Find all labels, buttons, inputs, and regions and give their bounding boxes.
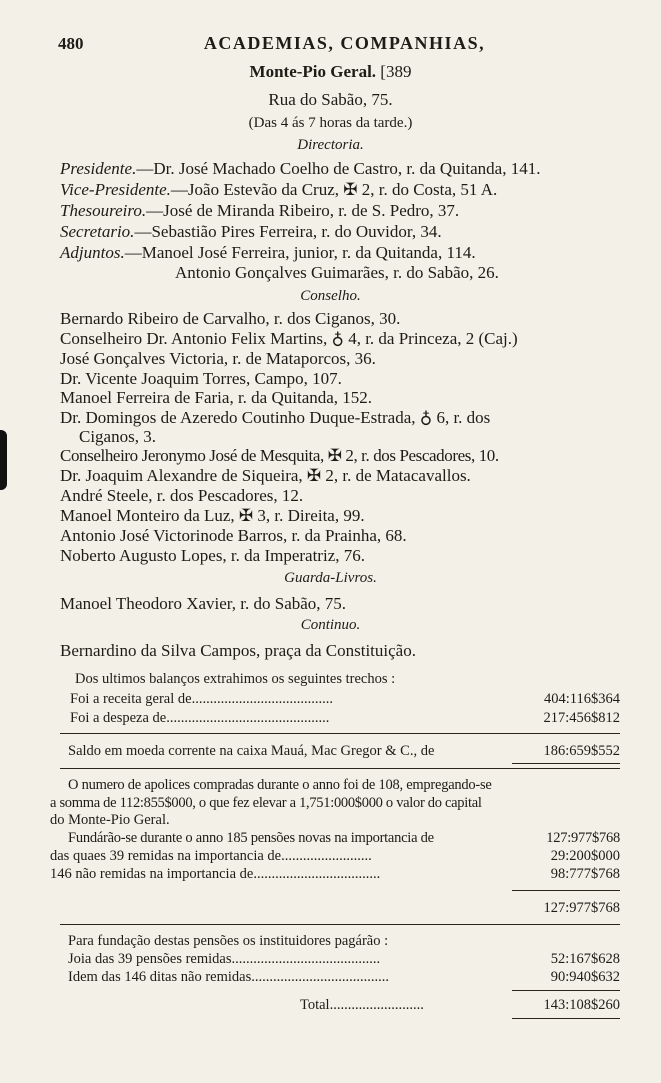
total-pensoes-value: 127:977$768 — [543, 900, 620, 916]
section-title-text: Monte-Pio Geral. — [249, 62, 377, 81]
nao-remidas-label: 146 não remidas na importancia de................................... — [50, 866, 381, 882]
conselho-entry: Manoel Monteiro da Luz, ✠ 3, r. Direita, 99. — [60, 506, 365, 525]
divider — [60, 768, 620, 769]
running-title: ACADEMIAS, COMPANHIAS, — [203, 33, 486, 53]
underline — [512, 1018, 620, 1019]
heading-continuo: Continuo. — [300, 617, 361, 633]
fundacao-label: Fundárão-se durante o anno 185 pensões novas na importancia de — [68, 830, 434, 846]
idem-row — [68, 969, 620, 987]
heading-guarda-livros: Guarda-Livros. — [284, 570, 377, 586]
section-title — [0, 62, 661, 82]
office-hours: (Das 4 ás 7 horas da tarde.) — [248, 115, 413, 131]
underline — [512, 990, 620, 991]
remidas-value: 29:200$000 — [550, 848, 620, 864]
grand-total-row — [300, 997, 620, 1015]
conselho-entry: André Steele, r. dos Pescadores, 12. — [60, 486, 304, 505]
divider — [60, 924, 620, 925]
apolices-paragraph-line: a somma de 112:855$000, o que fez elevar a 1,751:000$000 o valor do capital — [50, 795, 482, 811]
heading-directoria: Directoria. — [297, 137, 364, 153]
apolices-paragraph-line: do Monte-Pio Geral. — [50, 812, 170, 828]
remidas-row — [50, 848, 620, 866]
bracket-ref: [389 — [380, 62, 412, 81]
finance-intro: Dos ultimos balanços extrahimos os seguintes trechos : — [75, 671, 396, 687]
idem-label: Idem das 146 ditas não remidas...................................... — [68, 969, 389, 985]
directoria-entry: Adjuntos.—Manoel José Ferreira, junior, r. da Quitanda, 114. — [60, 243, 476, 262]
conselho-entry: Antonio José Victorinode Barros, r. da Prainha, 68. — [60, 526, 407, 545]
apolices-paragraph-line: O numero de apolices compradas durante o anno foi de 108, empregando-se — [68, 777, 492, 793]
conselho-entry: Noberto Augusto Lopes, r. da Imperatriz, 76. — [60, 546, 365, 565]
conselho-entry: Dr. Joaquim Alexandre de Siqueira, ✠ 2, r. de Matacavallos. — [60, 466, 471, 485]
conselho-entry: Conselheiro Jeronymo José de Mesquita, ✠ 2, r. dos Pescadores, 10. — [60, 446, 499, 465]
conselho-entry-continued: Ciganos, 3. — [79, 427, 156, 446]
saldo-row — [68, 743, 620, 761]
despeza-row — [70, 710, 620, 728]
nao-remidas-row — [50, 866, 620, 884]
fundacao-value: 127:977$768 — [546, 830, 620, 846]
divider — [60, 733, 620, 734]
joia-label: Joia das 39 pensões remidas......................................... — [68, 951, 381, 967]
conselho-entry: Dr. Vicente Joaquim Torres, Campo, 107. — [60, 369, 342, 388]
directoria-entry: Presidente.—Dr. José Machado Coelho de Castro, r. da Quitanda, 141. — [60, 159, 541, 178]
total-pensoes-row — [50, 900, 620, 918]
grand-total-value: 143:108$260 — [543, 997, 620, 1013]
grand-total-label: Total.......................... — [300, 997, 424, 1013]
receita-label: Foi a receita geral de....................................... — [70, 691, 333, 707]
saldo-value: 186:659$552 — [543, 743, 620, 759]
receita-value: 404:116$364 — [544, 691, 620, 707]
joia-value: 52:167$628 — [550, 951, 620, 967]
page-number: 480 — [58, 34, 84, 53]
running-header — [58, 30, 631, 56]
conselho-entry: Bernardo Ribeiro de Carvalho, r. dos Ciganos, 30. — [60, 309, 401, 328]
underline — [512, 763, 620, 764]
saldo-label: Saldo em moeda corrente na caixa Mauá, Mac Gregor & C., de — [68, 743, 435, 759]
directoria-entry: Secretario.—Sebastião Pires Ferreira, r. do Ouvidor, 34. — [60, 222, 442, 241]
conselho-entry: Conselheiro Dr. Antonio Felix Martins, ♁ 4, r. da Princeza, 2 (Caj.) — [60, 329, 518, 348]
fundacao-row — [68, 830, 620, 848]
conselho-entry: Dr. Domingos de Azeredo Coutinho Duque-Estrada, ♁ 6, r. dos — [60, 408, 491, 427]
heading-conselho: Conselho. — [300, 288, 361, 304]
idem-value: 90:940$632 — [550, 969, 620, 985]
nao-remidas-value: 98:777$768 — [550, 866, 620, 882]
binding-mark — [0, 430, 7, 490]
joia-row — [68, 951, 620, 969]
fundacao-paragraph: Para fundação destas pensões os instituidores pagárão : — [68, 933, 389, 949]
despeza-label: Foi a despeza de............................................. — [70, 710, 330, 726]
directoria-entry: Thesoureiro.—José de Miranda Ribeiro, r. de S. Pedro, 37. — [60, 201, 460, 220]
directoria-entry-continued: Antonio Gonçalves Guimarães, r. do Sabão, 26. — [175, 263, 499, 282]
continuo-entry: Bernardino da Silva Campos, praça da Constituição. — [60, 641, 416, 660]
despeza-value: 217:456$812 — [543, 710, 620, 726]
remidas-label: das quaes 39 remidas na importancia de......................... — [50, 848, 372, 864]
guarda-livros-entry: Manoel Theodoro Xavier, r. do Sabão, 75. — [60, 594, 347, 613]
conselho-entry: José Gonçalves Victoria, r. de Mataporcos, 36. — [60, 349, 376, 368]
address: Rua do Sabão, 75. — [268, 90, 393, 109]
underline — [512, 890, 620, 891]
receita-row — [70, 691, 620, 709]
directoria-entry: Vice-Presidente.—João Estevão da Cruz, ✠ 2, r. do Costa, 51 A. — [60, 180, 498, 199]
conselho-entry: Manoel Ferreira de Faria, r. da Quitanda, 152. — [60, 388, 373, 407]
